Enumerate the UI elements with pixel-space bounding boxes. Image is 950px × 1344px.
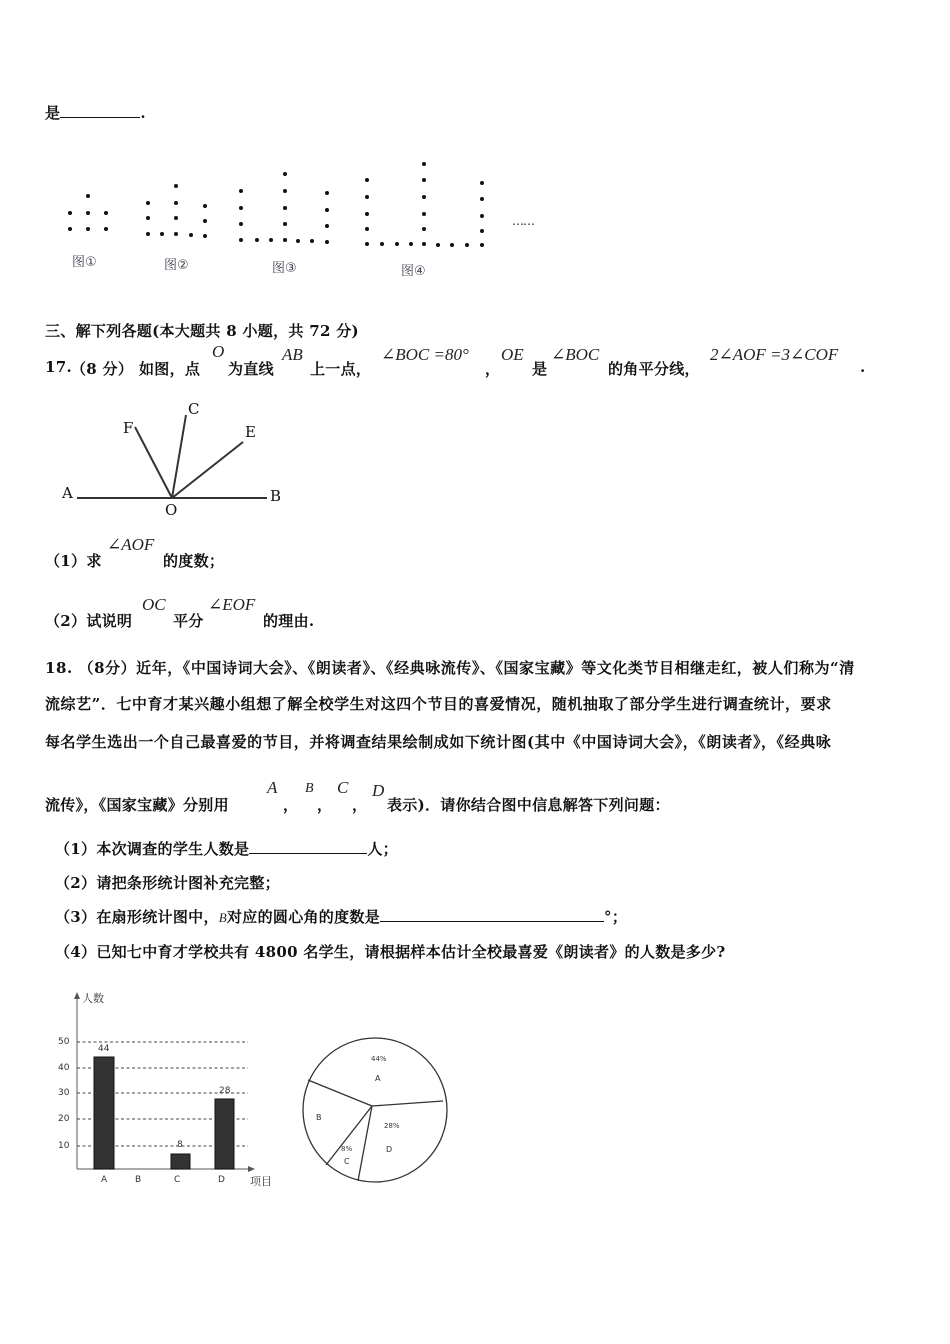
math-C: C: [337, 778, 349, 797]
text: °；: [604, 908, 628, 926]
y-tick: 50: [58, 1037, 70, 1047]
section-heading: 三、解下列各题(本大题共 8 小题，共 72 分): [45, 322, 359, 340]
x-tick: A: [101, 1175, 108, 1185]
q18-stem-line-3: 每名学生选出一个自己最喜爱的节目，并将调查结果绘制成如下统计图(其中《中国诗词大会》，《朗读者》，《经典咏: [45, 733, 832, 751]
text: （2）试说明: [45, 612, 133, 630]
x-tick: B: [135, 1175, 142, 1185]
answer-blank: [60, 103, 140, 118]
text: 是: [532, 360, 548, 378]
point-label-E: E: [245, 423, 256, 441]
bar-chart-svg: [50, 985, 280, 1190]
q18-sub-4: （4）已知七中育才学校共有 4800 名学生，请根据样本估计全校最喜爱《朗读者》的人数是多少?: [55, 943, 726, 961]
text: .: [140, 104, 146, 122]
math-D: D: [372, 781, 385, 800]
math-angle-BOC-80: ∠BOC =80°: [381, 345, 469, 364]
pie-percent-label: 44%: [371, 1055, 387, 1063]
q18-sub-3: [55, 906, 627, 927]
math-B: B: [305, 781, 314, 796]
angle-figure: [55, 395, 295, 520]
text: 流传》，《国家宝藏》分别用: [45, 796, 229, 814]
q18-sub-1: [55, 838, 398, 859]
math-OE: OE: [501, 345, 524, 364]
text: 人；: [367, 840, 398, 858]
text: ，: [317, 796, 333, 814]
ellipsis: ……: [512, 214, 534, 228]
question-number: 17.: [45, 358, 72, 376]
q17-sub-1: [45, 535, 445, 569]
pie-percent-label: 8%: [341, 1145, 353, 1153]
math-OC: OC: [142, 595, 166, 614]
pie-category-label: C: [344, 1157, 350, 1166]
q18-stem-line-2: 流综艺”．七中育才某兴趣小组想了解全校学生对这四个节目的喜爱情况，随机抽取了部分学生进行调查统计，要求: [45, 695, 832, 713]
point-label-A: A: [62, 484, 73, 502]
figure-label: 图②: [164, 258, 189, 273]
y-tick: 20: [58, 1114, 70, 1124]
pie-chart-svg: [295, 1030, 455, 1190]
previous-question-tail: [45, 102, 146, 123]
q18-sub-2: （2）请把条形统计图补充完整；: [55, 874, 280, 892]
y-tick: 40: [58, 1063, 70, 1073]
pie-category-label: D: [386, 1145, 393, 1154]
q18-stem-line-1: 18. （8分）近年，《中国诗词大会》、《朗读者》、《经典咏流传》、《国家宝藏》等文化类节目相继走红，被人们称为“清: [45, 659, 855, 677]
point-label-B: B: [270, 487, 282, 505]
point-label-C: C: [188, 400, 200, 418]
figure-label: 图④: [401, 264, 426, 279]
text: 的度数；: [163, 552, 225, 570]
y-axis-label: 人数: [82, 992, 104, 1005]
text: 上一点，: [310, 360, 372, 378]
x-axis-label: 项目: [250, 1175, 272, 1188]
text: （1）求: [45, 552, 102, 570]
text: 如图，点: [139, 360, 201, 378]
text: 表示)．请你结合图中信息解答下列问题：: [387, 796, 670, 814]
bar-value-label: 28: [219, 1086, 231, 1096]
question-score: （8 分）: [71, 360, 134, 378]
text: 的角平分线，: [608, 360, 700, 378]
point-label-F: F: [123, 419, 134, 437]
pie-category-label: A: [375, 1074, 381, 1083]
text: ，: [352, 796, 368, 814]
x-tick: C: [174, 1175, 181, 1185]
q18-stem-line-4: [45, 778, 745, 814]
answer-blank: [249, 839, 367, 854]
text: ，: [283, 796, 299, 814]
math-angle-AOF: ∠AOF: [107, 535, 155, 554]
pie-category-label: B: [316, 1113, 322, 1122]
text: 平分: [173, 612, 204, 630]
point-label-O: O: [165, 501, 178, 519]
answer-blank: [380, 907, 604, 922]
y-tick: 30: [58, 1088, 70, 1098]
dot-pattern-figures: [0, 150, 600, 290]
text: 的理由.: [263, 612, 315, 630]
text: 对应的圆心角的度数是: [227, 908, 381, 926]
math-angle-BOC: ∠BOC: [551, 345, 600, 364]
x-tick: D: [218, 1175, 225, 1185]
text: 是: [45, 104, 61, 122]
text: ，: [485, 360, 501, 378]
bar-chart: [50, 985, 280, 1190]
question-17-stem: [45, 342, 925, 378]
math-O: O: [212, 342, 225, 361]
text: （3）在扇形统计图中，: [55, 908, 219, 926]
q17-sub-2: [45, 595, 445, 629]
math-A: A: [267, 778, 278, 797]
math-B: B: [218, 910, 227, 925]
text: （1）本次调查的学生人数是: [55, 840, 250, 858]
math-angle-relation: 2∠AOF =3∠COF: [710, 345, 839, 364]
math-AB: AB: [282, 345, 303, 364]
bar-value-label: 44: [98, 1044, 110, 1054]
pie-percent-label: 28%: [384, 1122, 400, 1130]
pie-chart: [295, 1030, 455, 1190]
y-tick: 10: [58, 1141, 70, 1151]
bar-value-label: 8: [177, 1140, 183, 1150]
math-angle-EOF: ∠EOF: [208, 595, 256, 614]
figure-label: 图③: [272, 261, 297, 276]
text: .: [860, 358, 866, 376]
text: 为直线: [228, 360, 274, 378]
figure-label: 图①: [72, 255, 97, 270]
